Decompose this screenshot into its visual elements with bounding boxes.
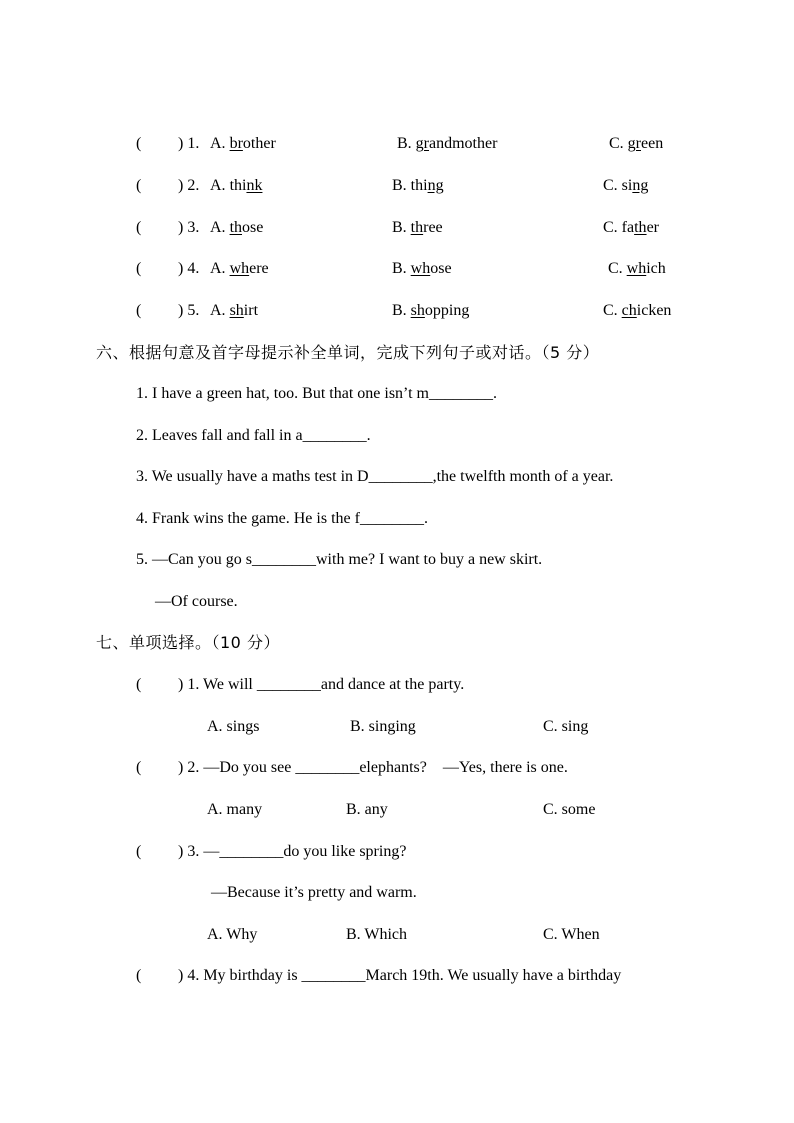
section-heading: 七、单项选择。（10 分） [96, 633, 280, 652]
question-number: ) 4. [178, 260, 200, 277]
option-b: B. Which [346, 926, 408, 943]
option-a: A. sings [207, 718, 260, 735]
question-stem: ) 4. My birthday is ________March 19th. We usually have a birthday [178, 967, 622, 984]
question-number: ) 3. [178, 219, 200, 236]
question-number: ) 1. [178, 135, 200, 152]
question-number: ) 5. [178, 302, 200, 319]
fill-sentence-reply: —Of course. [155, 593, 238, 610]
paren-open: ( [136, 177, 142, 194]
option-c: C. father [603, 219, 659, 236]
option-b: B. three [392, 219, 443, 236]
option-a: A. many [207, 801, 263, 818]
option-c: C. sing [603, 177, 649, 194]
question-stem: ) 3. —________do you like spring? [178, 843, 407, 860]
option-c: C. some [543, 801, 596, 818]
fill-sentence: 2. Leaves fall and fall in a________. [136, 427, 371, 444]
question-stem-reply: —Because it’s pretty and warm. [211, 884, 417, 901]
option-a: A. where [210, 260, 269, 277]
fill-sentence: 3. We usually have a maths test in D________,the twelfth month of a year. [136, 468, 614, 485]
option-a: A. think [210, 177, 263, 194]
fill-sentence: 1. I have a green hat, too. But that one isn’t m________. [136, 385, 497, 402]
option-b: B. whose [392, 260, 452, 277]
question-number: ) 2. [178, 177, 200, 194]
paren-open: ( [136, 219, 142, 236]
question-stem: ) 2. —Do you see ________elephants? —Yes, there is one. [178, 759, 568, 776]
option-a: A. shirt [210, 302, 259, 319]
paren-open: ( [136, 135, 142, 152]
option-b: B. thing [392, 177, 444, 194]
option-b: B. any [346, 801, 388, 818]
option-a: A. those [210, 219, 264, 236]
option-b: B. shopping [392, 302, 470, 319]
option-c: C. which [608, 260, 666, 277]
paren-open: ( [136, 843, 142, 860]
option-a: A. brother [210, 135, 276, 152]
option-c: C. green [609, 135, 664, 152]
paren-open: ( [136, 967, 142, 984]
fill-sentence: 4. Frank wins the game. He is the f________. [136, 510, 428, 527]
option-b: B. grandmother [397, 135, 498, 152]
option-c: C. When [543, 926, 600, 943]
fill-sentence: 5. —Can you go s________with me? I want to buy a new skirt. [136, 551, 543, 568]
option-b: B. singing [350, 718, 416, 735]
question-stem: ) 1. We will ________and dance at the party. [178, 676, 465, 693]
paren-open: ( [136, 260, 142, 277]
option-c: C. sing [543, 718, 589, 735]
option-c: C. chicken [603, 302, 672, 319]
option-a: A. Why [207, 926, 258, 943]
paren-open: ( [136, 676, 142, 693]
section-heading: 六、根据句意及首字母提示补全单词，完成下列句子或对话。（5 分） [96, 343, 600, 362]
paren-open: ( [136, 759, 142, 776]
paren-open: ( [136, 302, 142, 319]
